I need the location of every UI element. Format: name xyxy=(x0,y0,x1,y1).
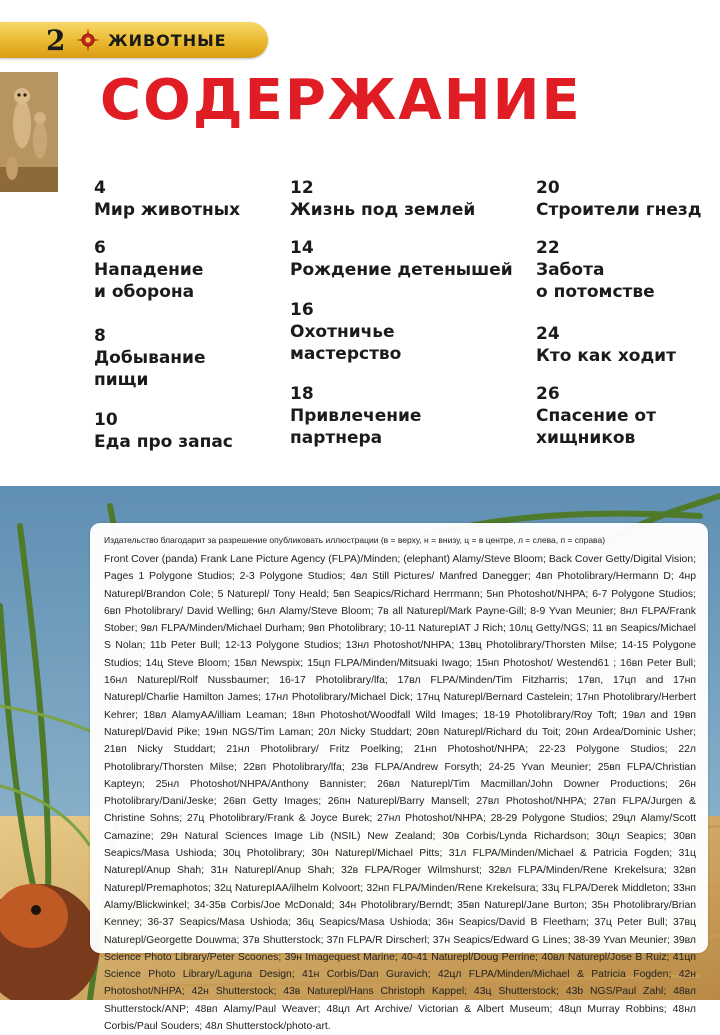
toc-entry[interactable] xyxy=(290,383,520,449)
toc-chapter-title: Еда про запас xyxy=(94,432,233,452)
toc-chapter-title: Строители гнезд xyxy=(536,200,702,220)
toc-page-number: 24 xyxy=(536,324,560,344)
toc-entry[interactable] xyxy=(536,237,720,323)
toc-page-number: 22 xyxy=(536,238,560,258)
toc-page-number: 6 xyxy=(94,238,106,258)
section-label: ЖИВОТНЫЕ xyxy=(108,31,227,50)
photo-credits-panel xyxy=(90,523,708,1033)
credits-intro: Издательство благодарит за разрешение опубликовать иллюстрации (в = верху, н = внизу, ц = в центре, л = слева, п = справа) xyxy=(104,535,606,545)
toc-page-number: 16 xyxy=(290,300,314,320)
toc-chapter-title: Нападение и оборона xyxy=(94,260,204,302)
page-title: СОДЕРЖАНИЕ xyxy=(100,68,582,133)
compass-icon xyxy=(76,28,100,52)
toc-entry[interactable] xyxy=(536,177,720,237)
toc-column-1 xyxy=(94,177,284,453)
toc-page-number: 26 xyxy=(536,384,560,404)
toc-entry[interactable] xyxy=(290,299,520,383)
toc-entry[interactable] xyxy=(94,237,284,325)
toc-page-number: 10 xyxy=(94,410,118,430)
toc-chapter-title: Мир животных xyxy=(94,200,241,220)
meerkat-photo xyxy=(0,72,58,192)
toc-entry[interactable] xyxy=(290,237,520,299)
toc-entry[interactable] xyxy=(536,383,720,449)
toc-page-number: 8 xyxy=(94,326,106,346)
toc-entry[interactable] xyxy=(94,409,284,453)
toc-chapter-title: Добывание пищи xyxy=(94,348,206,390)
page-number: 2 xyxy=(46,24,66,57)
toc-chapter-title: Спасение от хищников xyxy=(536,406,656,448)
toc-page-number: 12 xyxy=(290,178,314,198)
toc-page-number: 4 xyxy=(94,178,106,198)
credits-text: Front Cover (panda) Frank Lane Picture Agency (FLPA)/Minden; (elephant) Alamy/Steve Bloom; Back Cover Getty/Digital Vision; Pages 1 Polygone Studios; 2-3 Polygone Studios; 4вл Still Pictures/ Manfred Danegger; 4вп Photolibrary/Hermann D; 4нр Naturepl/Brandon Cole; 5 Naturepl/ Tony Heald; 5вп Seapics/Richard Herrmann; 5нп Photoshot/NHPA; 6-7 Polygone Studios; 6вп Photolibrary/ David Welling; 6нл Alamy/Steve Bloom; 7в all Naturepl/Mark Payne-Gill; 8-9 Yvan Meunier; 8нл FLPA/Frank Stober; 9вл FLPA/Minden/Michael Durham; 9вп Photolibrary; 10-11 NaturepIAT J Rich; 10лц Getty/NGS; 11 вп Seapics/Michael S Nolan; 11b Peter Bull; 12-13 Polygone Studios; 13нл Photoshot/NHPA; 13вц Photolibrary/Thorsten Milse; 14-15 Polygone Studios; 14ц Steve Bloom; 15вл Newspix; 15цп FLPA/Minden/Mitsuaki Iwago; 15нп Photoshot/ Westend61 ; 16вп Peter Bull; 16нл Naturepl/Rolf Nussbaumer; 16-17 Photolibrary/lfa; 17вл FLPA/Minden/Tim Fitzharris; 17вп, 17цп and 17нп Naturepl/Charlie Hamilton James; 17нл Photolibrary/Michael Dick; 17нц Naturepl/Bernard Castelein; 17нп Photolibrary/Herbert Kehrer; 18вл AlamyAA/illiam Leaman; 18нп Photoshot/Woodfall Wild Images; 18-19 Photolibrary/Roy Toft; 19вл and 19вп Naturepl/David Pike; 19нп NGS/Tim Laman; 20л Nicky Studdart; 20вп Naturepl/Richard du Toit; 20нп Ardea/Dominic Usher; 21вп Nicky Studdart; 21нл Photolibrary/ Fritz Poelking; 21нп Photoshot/NHPA; 22-23 Polygone Studios; 22л Photolibrary/Thorsten Milse; 22вп Photolibrary/lfa; 23в FLPA/Andrew Forsyth; 24-25 Yvan Meunier; 25вп FLPA/Christian Kapteyn; 25нл Photoshot/NHPA/Anthony Bannister; 26вл Naturepl/Tim Macmillan/John Downer Productions; 26н Photolibrary/Dani/Jeske; 26вп Getty Images; 26пн Naturepl/Barry Mansell; 27вл Photoshot/NHPA; 27вп FLPA/Jurgen & Christine Sohns; 27ц Photolibrary/Frank & Joyce Burek; 27нл Photoshot/NHPA; 28-29 Polygone Studios; 29цл Alamy/Scott Camazine; 29н Natural Sciences Image Lib (NSIL) New Zealand; 30в Corbis/Lynda Richardson; 30цл Seapics; 30вп Seapics/Masa Ushioda; 30ц Photolibrary; 30н Naturepl/Michael Pitts; 31л FLPA/Minden/Michael & Patricia Fogden; 31ц Naturepl/Anup Shah; 31н Naturepl/Anup Shah; 32в FLPA/Roger Wilmshurst; 32вл FLPA/Minden/Rene Krekelsura; 32вп Naturepl/Premaphotos; 32ц NaturepIAA/ilhelm Kolvoort; 32нп FLPA/Minden/Rene Krekelsura; 33ц FLPA/Derek Middleton; 33нп Alamy/Blickwinkel; 34-35в Corbis/Joe McDonald; 34н Photolibrary/Berndt; 35вп Naturepl/Jane Burton; 35н Photolibrary/Brian Kenney; 36-37 Seapics/Masa Ushioda; 36ц Seapics/Masa Ushioda; 36н Seapics/David B Fleetham; 37ц Peter Bull; 37вц Naturepl/Georgette Douwma; 37в Shutterstock; 37п FLPA/R Dirscherl; 37н Seapics/Edward G Lines; 38-39 Yvan Meunier; 39вл Science Photo Library/Peter Scoones; 39н Imagequest Marine; 40-41 Naturepl/Doug Perrine; 40вл Naturepl/Jose B Ruiz; 41цп Science Photo Library/Laguna Design; 41н Corbis/Dan Guravich; 42цл FLPA/Minden/Michael & Patricia Fogden; 42н Photoshot/NHPA; 42н Shutterstock; 43в Naturepl/Hans Christoph Kappel; 43ц Shutterstock; 43b NGS/Paul Zahl; 48вл Shutterstock/ANP; 48вп Alamy/Paul Weaver; 48цл Art Archive/ Victorian & Albert Museum; 48цп Murray Robbins; 48нл Corbis/Paul Souders; 48л Shutterstock/photo-art. xyxy=(104,554,696,1033)
toc-entry[interactable] xyxy=(290,177,520,237)
toc-page-number: 14 xyxy=(290,238,314,258)
toc-chapter-title: Кто как ходит xyxy=(536,346,676,366)
toc-chapter-title: Охотничье мастерство xyxy=(290,322,402,364)
toc-entry[interactable] xyxy=(536,323,720,383)
toc-column-2 xyxy=(290,177,520,449)
toc-chapter-title: Забота о потомстве xyxy=(536,260,655,302)
toc-page-number: 18 xyxy=(290,384,314,404)
toc-page-number: 20 xyxy=(536,178,560,198)
toc-chapter-title: Рождение детенышей xyxy=(290,260,513,280)
toc-chapter-title: Привлечение партнера xyxy=(290,406,422,448)
toc-entry[interactable] xyxy=(94,325,284,409)
toc-chapter-title: Жизнь под землей xyxy=(290,200,476,220)
toc-column-3 xyxy=(536,177,720,449)
toc-entry[interactable] xyxy=(94,177,284,237)
